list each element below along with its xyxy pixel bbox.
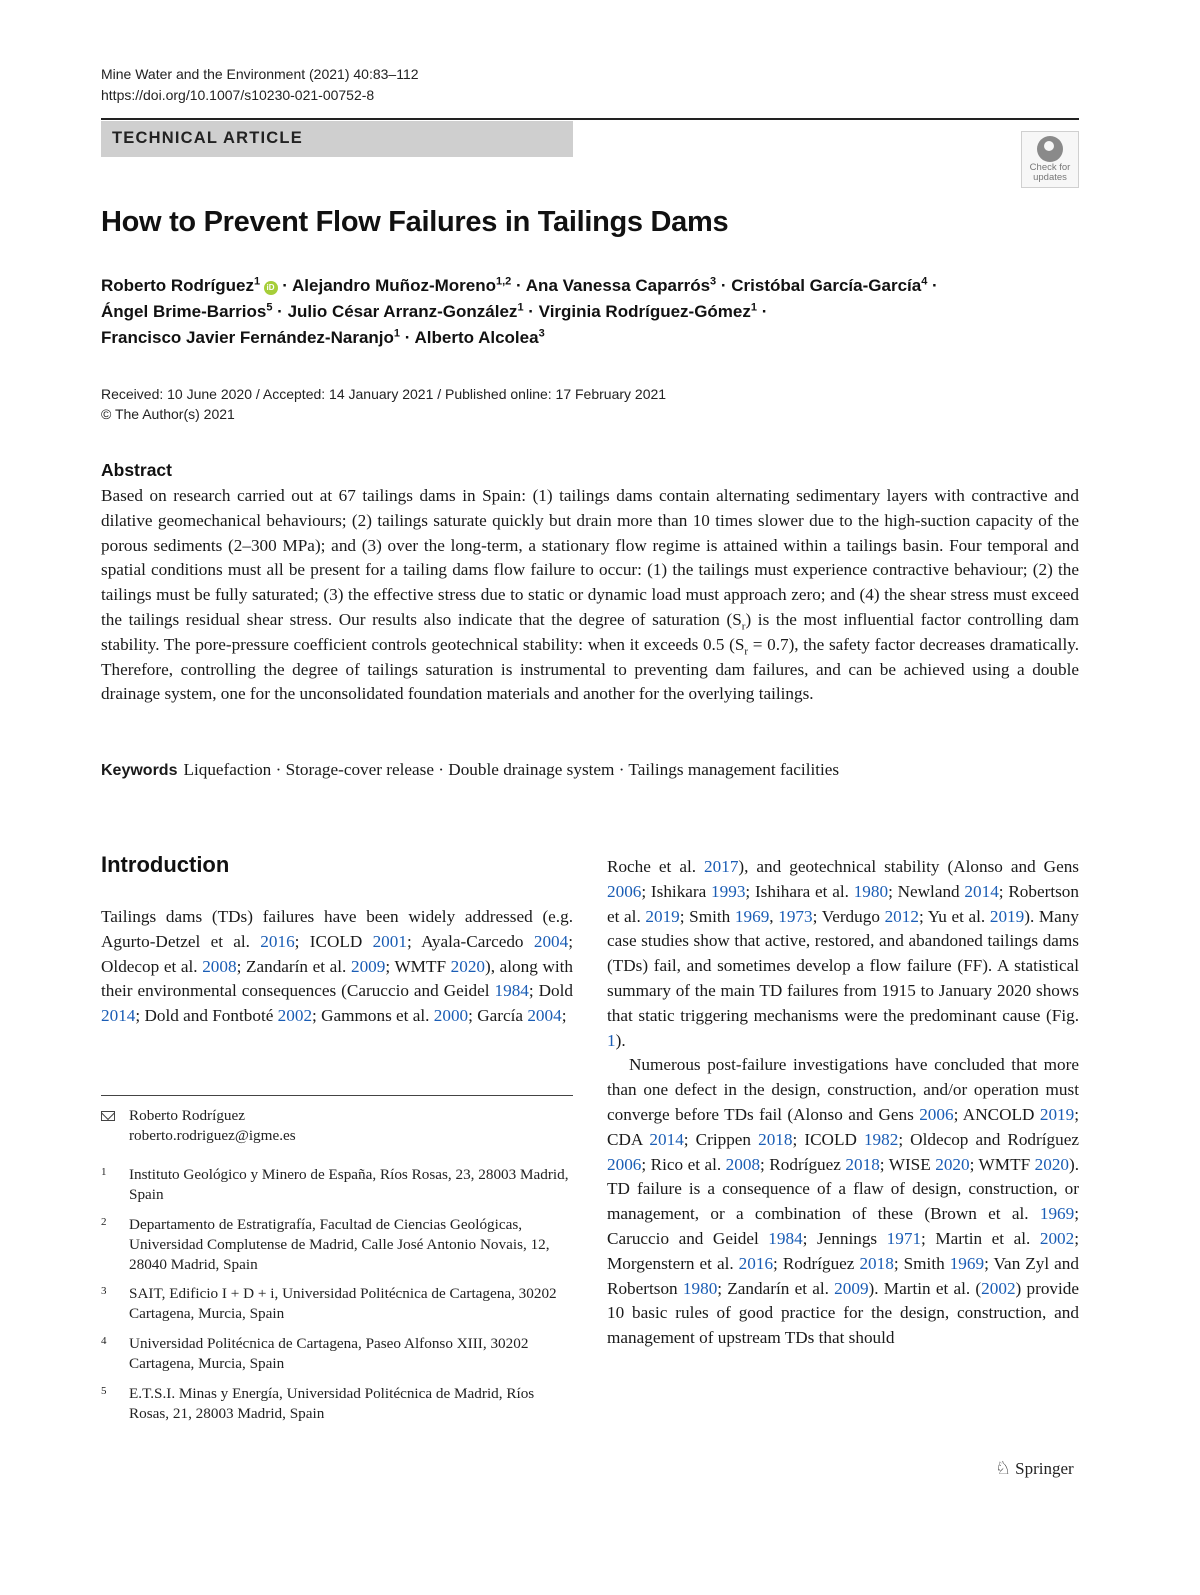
citation-link[interactable]: 2018 bbox=[845, 1154, 880, 1174]
citation-link[interactable]: 1980 bbox=[853, 881, 889, 901]
author-name[interactable]: Alejandro Muñoz-Moreno bbox=[292, 276, 496, 295]
citation-link[interactable]: 1969 bbox=[1039, 1204, 1075, 1224]
text-run: ; Smith bbox=[679, 906, 735, 926]
keywords-label: Keywords bbox=[101, 762, 178, 779]
publisher-name: Springer bbox=[1015, 1459, 1074, 1478]
affiliation-4 bbox=[101, 1334, 573, 1374]
text-run: ; Morgenstern et al. bbox=[607, 1228, 1080, 1273]
text-run: ; ICOLD bbox=[792, 1129, 864, 1149]
right-column-text bbox=[607, 855, 1079, 1351]
check-updates-line2: updates bbox=[1033, 172, 1067, 183]
text-run: ; Rodríguez bbox=[773, 1253, 860, 1273]
text-run: ; Zandarín et al. bbox=[236, 956, 351, 976]
text-run: ; WMTF bbox=[385, 956, 451, 976]
intro-paragraph-1 bbox=[101, 905, 573, 1029]
text-run: ; Dold and Fontboté bbox=[135, 1006, 278, 1026]
header-rule bbox=[101, 118, 1079, 120]
text-run: ; Oldecop and Rodríguez bbox=[898, 1129, 1079, 1149]
citation-link[interactable]: 1982 bbox=[863, 1129, 899, 1149]
text-run: ). bbox=[615, 1030, 626, 1050]
affiliation-number: 5 bbox=[101, 1385, 107, 1397]
intro-paragraph-2 bbox=[607, 1053, 1079, 1351]
copyright-line: © The Author(s) 2021 bbox=[101, 406, 235, 422]
text-run: ; Ayala-Carcedo bbox=[406, 931, 534, 951]
text-run: ; Ishihara et al. bbox=[745, 881, 854, 901]
citation-link[interactable]: 2006 bbox=[607, 881, 642, 901]
text-run: ; ICOLD bbox=[294, 931, 373, 951]
citation-link[interactable]: 2008 bbox=[202, 956, 237, 976]
text-run: ; Jennings bbox=[802, 1228, 887, 1248]
text-run: Numerous post-failure investigations have concluded that more than one defect in the design, construction, and/or operation must converge before TDs fail (Alonso and Gens bbox=[607, 1055, 1079, 1124]
text-run: ; Verdugo bbox=[812, 906, 885, 926]
author-name[interactable]: Francisco Javier Fernández-Naranjo bbox=[101, 328, 394, 347]
citation-link[interactable]: 2000 bbox=[433, 1006, 469, 1026]
author-affiliation: 1 bbox=[750, 301, 758, 314]
affiliation-text: SAIT, Edificio I + D + i, Universidad Politécnica de Cartagena, 30202 Cartagena, Murcia, Spain bbox=[129, 1285, 557, 1322]
citation-link[interactable]: 2009 bbox=[350, 956, 386, 976]
citation-link[interactable]: 1984 bbox=[768, 1228, 803, 1248]
text-run: ; Oldecop et al. bbox=[101, 931, 573, 976]
citation-link[interactable]: 2014 bbox=[649, 1129, 684, 1149]
citation-link[interactable]: 2014 bbox=[101, 1006, 136, 1026]
author-affiliation: 1 bbox=[393, 327, 401, 340]
citation-link[interactable]: 2019 bbox=[989, 906, 1025, 926]
abstract-sub-2: r bbox=[744, 645, 749, 658]
author-affiliation: 3 bbox=[538, 327, 545, 340]
publisher-logo bbox=[995, 1458, 1074, 1479]
text-run: ). Martin et al. ( bbox=[868, 1278, 982, 1298]
affiliation-text: Universidad Politécnica de Cartagena, Paseo Alfonso XIII, 30202 Cartagena, Murcia, Spain bbox=[129, 1335, 529, 1372]
citation-link[interactable]: 2006 bbox=[919, 1104, 954, 1124]
citation-link[interactable]: 2002 bbox=[277, 1006, 313, 1026]
affiliation-number: 4 bbox=[101, 1335, 107, 1347]
text-run: Tailings dams (TDs) failures have been widely addressed (e.g. Agurto-Detzel et al. bbox=[101, 907, 573, 951]
citation-link[interactable]: 1984 bbox=[494, 981, 529, 1001]
text-run: ). TD failure is a consequence of a flaw of design, construction, or management, or a combination of these (Brown et al. bbox=[607, 1154, 1080, 1224]
citation-link[interactable]: 2018 bbox=[758, 1129, 793, 1149]
text-run: ; Martin et al. bbox=[921, 1228, 1040, 1248]
author-name[interactable]: Julio César Arranz-González bbox=[287, 302, 518, 321]
citation-link[interactable]: 2020 bbox=[935, 1154, 970, 1174]
correspondence-name: Roberto Rodríguez bbox=[129, 1107, 245, 1124]
springer-horse-icon: ♘ bbox=[995, 1458, 1012, 1478]
affiliation-5 bbox=[101, 1384, 573, 1424]
orcid-icon[interactable]: iD bbox=[264, 281, 278, 295]
text-run: ; ANCOLD bbox=[953, 1104, 1040, 1124]
left-column-text bbox=[101, 905, 573, 1029]
text-run: ; Caruccio and Geidel bbox=[607, 1204, 1079, 1248]
text-run: , bbox=[769, 906, 779, 926]
affiliation-3 bbox=[101, 1284, 573, 1324]
text-run: ; Yu et al. bbox=[918, 906, 990, 926]
footnote-rule bbox=[101, 1095, 573, 1096]
publication-dates bbox=[101, 384, 666, 424]
citation-link[interactable]: 1969 bbox=[734, 906, 770, 926]
affiliation-number: 1 bbox=[101, 1166, 107, 1178]
text-run: Roche et al. bbox=[607, 857, 705, 876]
author-name[interactable]: Ángel Brime-Barrios bbox=[101, 302, 267, 321]
check-updates-icon bbox=[1037, 136, 1063, 162]
author-affiliation: 3 bbox=[710, 275, 717, 288]
citation-link[interactable]: 2016 bbox=[738, 1253, 774, 1273]
intro-paragraph-1-continued bbox=[607, 855, 1079, 1053]
text-run: ; WMTF bbox=[969, 1154, 1035, 1174]
citation-link[interactable]: 1973 bbox=[778, 906, 813, 926]
text-run: ; Newland bbox=[888, 881, 965, 901]
text-run: ; WISE bbox=[879, 1154, 936, 1174]
article-type-band bbox=[101, 121, 573, 157]
citation-link[interactable]: 2016 bbox=[260, 931, 295, 951]
abstract-heading: Abstract bbox=[101, 460, 172, 480]
text-run: ), along with their environmental consequences (Caruccio and Geidel bbox=[101, 956, 574, 1001]
text-run: ; Van Zyl and Robertson bbox=[607, 1253, 1079, 1298]
citation-link[interactable]: 1971 bbox=[886, 1228, 922, 1248]
check-updates-line1: Check for bbox=[1029, 162, 1071, 173]
text-run: ; Ishikara bbox=[641, 881, 712, 901]
affiliation-number: 3 bbox=[101, 1285, 107, 1297]
citation-link[interactable]: 2006 bbox=[607, 1154, 642, 1174]
citation-link[interactable]: 1980 bbox=[682, 1278, 718, 1298]
keywords-list: Liquefaction · Storage-cover release · Double drainage system · Tailings management facilities bbox=[183, 760, 840, 779]
author-affiliation: 1 bbox=[517, 301, 524, 314]
citation-link[interactable]: 2004 bbox=[533, 931, 569, 951]
citation-link[interactable]: 2008 bbox=[725, 1154, 761, 1174]
text-run: ; Gammons et al. bbox=[312, 1006, 434, 1026]
author-affiliation: 1,2 bbox=[496, 275, 512, 288]
author-name[interactable]: Alberto Alcolea bbox=[414, 328, 539, 347]
affiliation-1 bbox=[101, 1165, 573, 1205]
author-name[interactable]: Cristóbal García-García bbox=[731, 276, 922, 295]
introduction-heading: Introduction bbox=[101, 852, 230, 877]
dates-line: Received: 10 June 2020 / Accepted: 14 January 2021 / Published online: 17 February 2021 bbox=[101, 386, 667, 402]
journal-citation: Mine Water and the Environment (2021) 40:83–112 bbox=[101, 66, 419, 82]
author-affiliation: 4 bbox=[921, 275, 928, 288]
text-run: ; Rico et al. bbox=[641, 1154, 726, 1174]
citation-link[interactable]: 2020 bbox=[1034, 1154, 1069, 1174]
citation-link[interactable]: 2017 bbox=[704, 857, 739, 876]
text-run: ; Zandarín et al. bbox=[717, 1278, 835, 1298]
text-run: ; García bbox=[468, 1006, 528, 1026]
citation-link[interactable]: 2014 bbox=[964, 881, 999, 901]
text-run: ; CDA bbox=[607, 1104, 1079, 1149]
author-affiliation: 1 bbox=[254, 275, 261, 288]
check-for-updates-badge[interactable] bbox=[1021, 131, 1079, 188]
citation-link[interactable]: 2004 bbox=[527, 1006, 562, 1026]
journal-header bbox=[101, 64, 419, 106]
text-run: ; Crippen bbox=[683, 1129, 759, 1149]
author-affiliation: 5 bbox=[266, 301, 273, 314]
affiliation-text: Instituto Geológico y Minero de España, Ríos Rosas, 23, 28003 Madrid, Spain bbox=[129, 1166, 569, 1203]
affiliation-text: E.T.S.I. Minas y Energía, Universidad Politécnica de Madrid, Ríos Rosas, 21, 28003 Madrid, Spain bbox=[129, 1385, 535, 1422]
citation-link[interactable]: 2019 bbox=[645, 906, 680, 926]
citation-link[interactable]: 2009 bbox=[834, 1278, 869, 1298]
abstract-part-1: Based on research carried out at 67 tailings dams in Spain: (1) tailings dams contain alternating sedimentary layers with contractive and dilative geomechanical behaviours; (2) tailings saturate quickly but drain more than 10 times slower due to the high-suction capacity of the porous sediments (2–300 MPa); and (3) over the long-term, a stationary flow regime is attained within a tailings basin. Four temporal and spatial conditions must all be present for a tailing dams flow failure to occur: (1) the tailings must experience contractive behaviour; (2) the tailings must be fully saturated; (3) the effective stress due to static or dynamic load must approach zero; and (4) the shear stress must exceed the tailings residual shear stress. Our results also indicate that the degree of saturation (S bbox=[101, 486, 1079, 629]
citation-link[interactable]: 2002 bbox=[1039, 1228, 1075, 1248]
citation-link[interactable]: 1 bbox=[607, 1030, 616, 1050]
author-name[interactable]: Ana Vanessa Caparrós bbox=[525, 276, 711, 295]
abstract-sub-1: r bbox=[741, 620, 746, 633]
author-name[interactable]: Roberto Rodríguez bbox=[101, 276, 254, 295]
text-run: ; Rodríguez bbox=[760, 1154, 846, 1174]
abstract-text bbox=[101, 484, 1079, 707]
affiliation-number: 2 bbox=[101, 1216, 107, 1228]
affiliation-text: Departamento de Estratigrafía, Facultad de Ciencias Geológicas, Universidad Complutense de Madrid, Calle José Antonio Novais, 12, 28040 Madrid, Spain bbox=[129, 1216, 550, 1273]
author-list: Roberto Rodríguez$^1$ iD · Alejandro Muñoz-Moreno$^{1,2}$ · Ana Vanessa Caparrós$^3$ · Cristóbal García-García$^4$ · Ángel Brime-Barrios$^5$ · Julio César Arranz-González$^1$ · Virginia Rodríguez-Gómez$^1$ · Francisco Javier Fernández-Naranjo$^1$ · Alberto Alcolea$^3$ bbox=[101, 275, 938, 347]
text-run: ; Dold bbox=[528, 981, 573, 1001]
citation-link[interactable]: 2012 bbox=[884, 906, 919, 926]
article-type-label: TECHNICAL ARTICLE bbox=[112, 129, 303, 147]
citation-link[interactable]: 1969 bbox=[949, 1253, 985, 1273]
citation-link[interactable]: 1993 bbox=[711, 881, 746, 901]
correspondence-note bbox=[101, 1106, 573, 1146]
text-run: ; bbox=[561, 1006, 567, 1026]
keywords bbox=[101, 757, 839, 783]
affiliation-2 bbox=[101, 1215, 573, 1275]
article-title: How to Prevent Flow Failures in Tailings Dams bbox=[101, 206, 729, 238]
doi-link[interactable]: https://doi.org/10.1007/s10230-021-00752-8 bbox=[101, 87, 375, 103]
citation-link[interactable]: 2020 bbox=[450, 956, 485, 976]
citation-link[interactable]: 2002 bbox=[981, 1278, 1016, 1298]
text-run: ). Many case studies show that active, restored, and abandoned tailings dams (TDs) fail, and sometimes develop a flow failure (FF). A statistical summary of the main TD failures from 1915 to January 2020 shows that static triggering mechanisms were the predominant cause (Fig. bbox=[607, 906, 1079, 1025]
citation-link[interactable]: 2018 bbox=[859, 1253, 894, 1273]
text-run: ; Robertson et al. bbox=[607, 881, 1079, 926]
author-name[interactable]: Virginia Rodríguez-Gómez bbox=[538, 302, 751, 321]
abstract-part-3: = 0.7), the safety factor decreases dramatically. Therefore, controlling the degree of tailings saturation is instrumental to preventing dam failures, and can be achieved using a double drainage system, one for the unconsolidated foundation materials and another for the overlying tailings. bbox=[101, 634, 1079, 704]
envelope-icon bbox=[101, 1111, 115, 1121]
correspondence-email[interactable]: roberto.rodriguez@igme.es bbox=[129, 1127, 296, 1144]
text-run: ; Smith bbox=[893, 1253, 950, 1273]
text-run: ) provide 10 basic rules of good practice for the design, construction, and management of upstream TDs that should bbox=[607, 1278, 1079, 1348]
citation-link[interactable]: 2001 bbox=[372, 931, 407, 951]
text-run: ), and geotechnical stability (Alonso and Gens bbox=[738, 857, 1079, 876]
abstract-part-2: ) is the most influential factor controlling dam stability. The pore-pressure coefficient controls geotechnical stability: when it exceeds 0.5 (S bbox=[101, 609, 1079, 654]
citation-link[interactable]: 2019 bbox=[1039, 1104, 1075, 1124]
